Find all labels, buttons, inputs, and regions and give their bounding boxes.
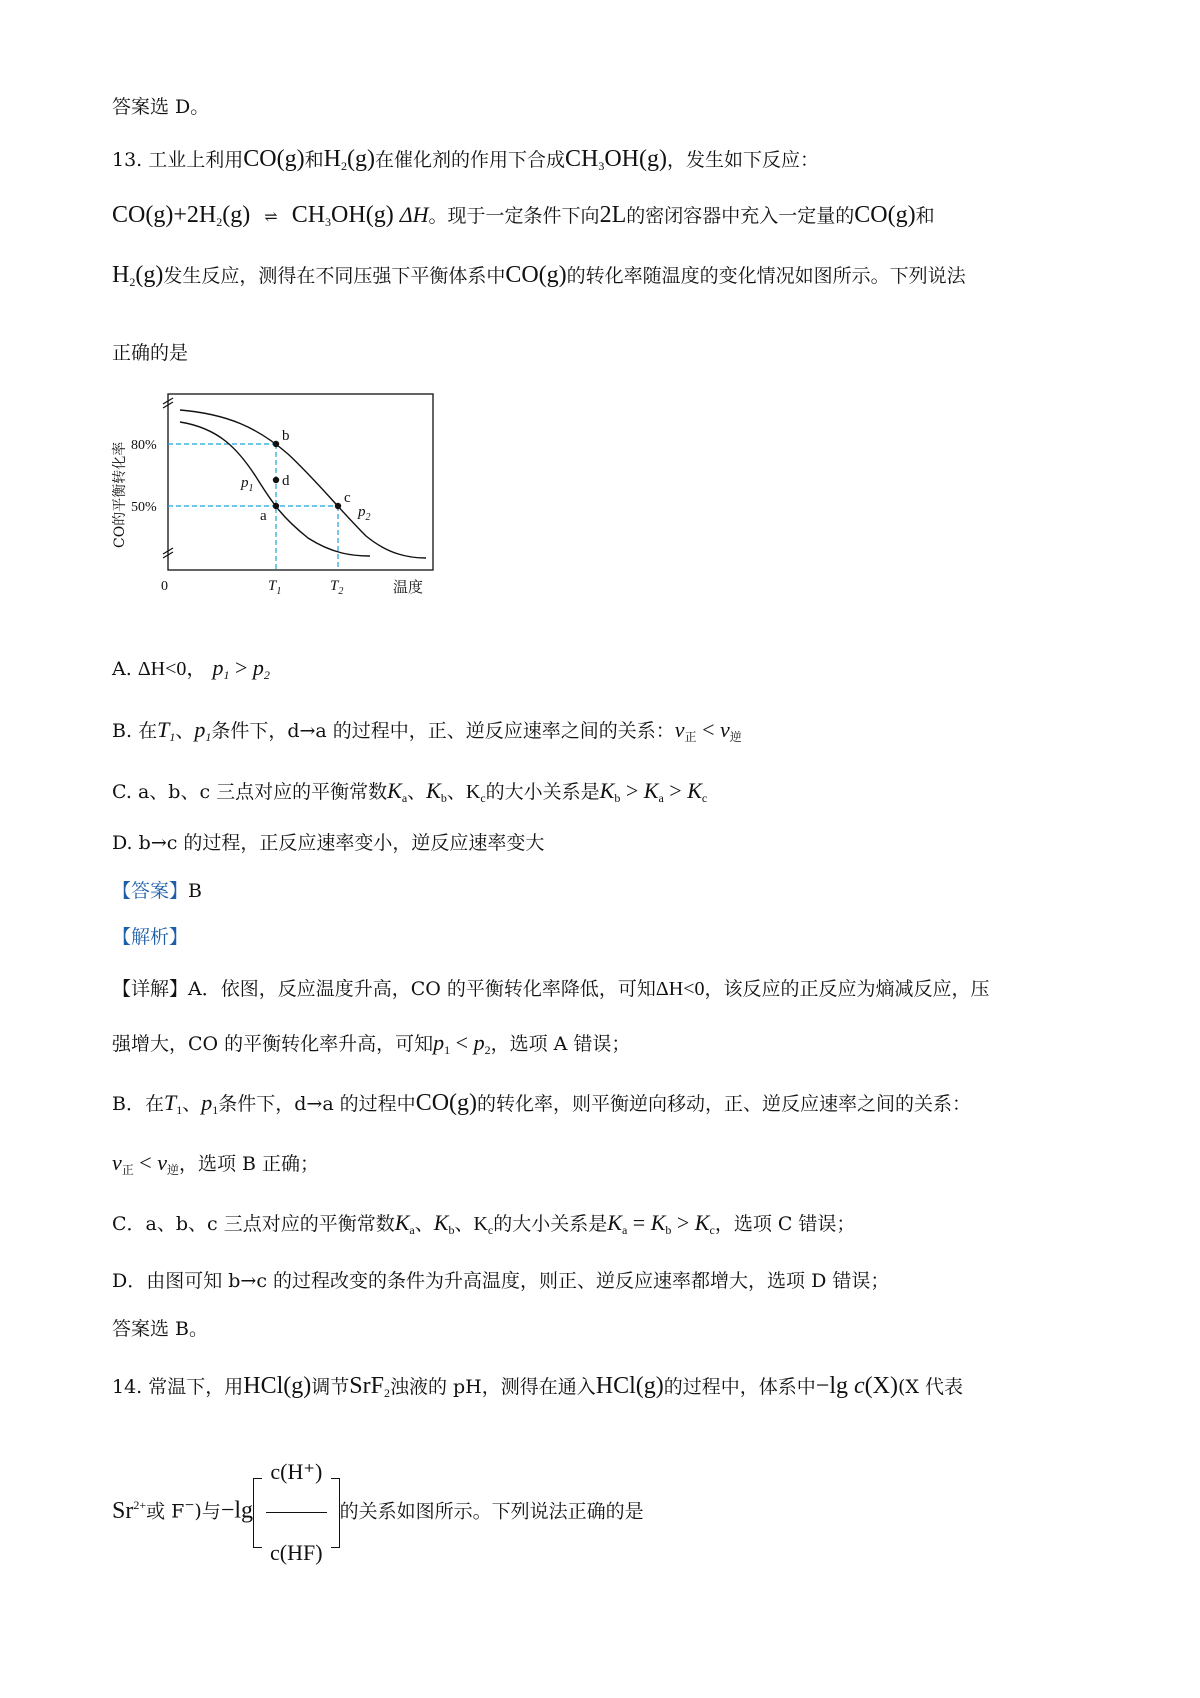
q14-number: 14. bbox=[112, 1376, 143, 1398]
detail-tag: 【详解】 bbox=[112, 978, 189, 1000]
option-b bbox=[112, 717, 742, 750]
detail-b-rate: $v_正 < v_逆$ bbox=[112, 1150, 179, 1177]
q14-formula-hcl: HCl(g) bbox=[595, 1373, 664, 1399]
q13-formula-ch3oh: $CH_3OH(g)$ bbox=[564, 146, 667, 173]
option-a-dh: ΔH<0， bbox=[137, 658, 207, 680]
option-a-label: A. bbox=[112, 658, 132, 680]
detail-b-t1: $T_1$ bbox=[163, 1090, 183, 1117]
detail-a-pressure: $p_1 < p_2$ bbox=[433, 1030, 491, 1057]
point-label-a: a bbox=[260, 508, 267, 524]
detail-text: 、 bbox=[182, 1093, 202, 1115]
equilibrium-arrow-icon: ⇌ bbox=[264, 207, 278, 226]
q13-text: 的转化率随温度的变化情况如图所示。下列说法 bbox=[566, 265, 966, 287]
detail-b-co: CO(g) bbox=[415, 1090, 478, 1116]
detail-d-line: D．由图可知 b→c 的过程改变的条件为升高温度，则正、逆反应速率都增大，选项 D 错误； bbox=[112, 1270, 890, 1292]
option-c-text: 、 bbox=[407, 781, 427, 803]
option-c-text: a、b、c 三点对应的平衡常数 bbox=[137, 781, 388, 803]
option-c-text: 、 bbox=[446, 781, 466, 803]
q14-text: 常温下，用 bbox=[148, 1376, 244, 1398]
y-tick-50: 50% bbox=[131, 500, 157, 515]
q14-text: 调节 bbox=[311, 1376, 350, 1398]
detail-text: ，该反应的正反应为熵减反应，压 bbox=[704, 978, 990, 1000]
q13-text: 和 bbox=[304, 149, 324, 171]
q14-stem-line-2 bbox=[112, 1432, 644, 1565]
point-label-b: b bbox=[282, 428, 290, 444]
detail-a-line-2 bbox=[112, 1030, 630, 1063]
option-c-text: 的大小关系是 bbox=[485, 781, 600, 803]
detail-text: ，选项 A 错误； bbox=[490, 1033, 631, 1055]
q14-text: (X 代表 bbox=[897, 1376, 963, 1398]
analysis-tag: 【解析】 bbox=[112, 926, 189, 948]
point-a bbox=[273, 503, 279, 509]
curve-p2 bbox=[180, 410, 426, 558]
answer-line bbox=[112, 878, 202, 904]
q13-formula-h2: $H_2(g)$ bbox=[323, 146, 375, 173]
detail-text: 、 bbox=[414, 1213, 434, 1235]
y-axis-label: CO的平衡转化率 bbox=[112, 441, 128, 548]
point-b bbox=[273, 441, 279, 447]
detail-b-p1: $p_1$ bbox=[201, 1090, 219, 1117]
detail-a-line-1 bbox=[112, 976, 990, 1002]
q13-text: 工业上利用 bbox=[148, 149, 244, 171]
q14-text: 的过程中，体系中 bbox=[663, 1376, 816, 1398]
analysis-tag-line bbox=[112, 924, 188, 950]
q14-formula-hcl: HCl(g) bbox=[243, 1373, 312, 1399]
q14-fraction bbox=[266, 1432, 327, 1593]
detail-c-relation: $K_a = K_b > K_c$ bbox=[607, 1210, 715, 1237]
detail-text: A．依图，反应温度升高，CO 的平衡转化率降低，可知 bbox=[188, 978, 656, 1000]
q14-f-charge: − bbox=[184, 1497, 195, 1512]
q13-formula-co: CO(g) bbox=[243, 146, 305, 172]
option-c-relation: $K_b > K_a > K_c$ bbox=[599, 778, 708, 805]
detail-text: ，选项 C 错误； bbox=[714, 1213, 856, 1235]
q14-text: 或 F bbox=[146, 1500, 185, 1523]
option-b-text: 条件下，d→a 的过程中，正、逆反应速率之间的关系： bbox=[211, 720, 675, 742]
q13-equation-right: $CH_3OH(g)$ bbox=[291, 202, 394, 229]
fraction-denominator: c(HF) bbox=[270, 1540, 323, 1565]
option-c-kb: $K_b$ bbox=[426, 778, 447, 805]
q13-stem-line-3 bbox=[112, 262, 966, 295]
q13-text: 和 bbox=[915, 205, 935, 227]
q13-stem-line-4: 正确的是 bbox=[112, 342, 189, 364]
option-d bbox=[112, 830, 544, 856]
q13-text: ，发生如下反应： bbox=[666, 149, 819, 171]
guide-lines bbox=[168, 444, 338, 570]
q13-stem-line-1 bbox=[112, 146, 819, 179]
q13-text: 发生反应，测得在不同压强下平衡体系中 bbox=[163, 265, 506, 287]
conversion-vs-temperature-chart bbox=[108, 388, 438, 618]
q14-text: 的关系如图所示。下列说法正确的是 bbox=[339, 1500, 644, 1523]
option-c-label: C. bbox=[112, 781, 132, 803]
q14-neglg: −lg bbox=[220, 1497, 254, 1524]
q14-ion-sr: $Sr^{2+}$ bbox=[112, 1497, 147, 1524]
point-label-d: d bbox=[282, 473, 290, 489]
option-d-label: D. bbox=[112, 832, 133, 854]
option-b-p1: $p_1$ bbox=[194, 717, 212, 744]
detail-c-kb: $K_b$ bbox=[433, 1210, 455, 1237]
detail-c-ka: $K_a$ bbox=[394, 1210, 415, 1237]
plot-frame bbox=[168, 394, 433, 570]
y-tick-80: 80% bbox=[131, 438, 157, 453]
x-tick-t1: $T_1$ bbox=[268, 578, 282, 597]
origin-label: 0 bbox=[161, 579, 168, 594]
option-b-label: B. bbox=[112, 720, 133, 742]
q13-equation-left: $CO(g)+2H_2(g)$ bbox=[112, 202, 251, 229]
option-b-text: 、 bbox=[175, 720, 195, 742]
q14-text: 浊液的 pH，测得在通入 bbox=[389, 1376, 596, 1398]
q14-text: )与 bbox=[194, 1500, 221, 1523]
previous-answer-line: 答案选 D。 bbox=[112, 96, 210, 118]
option-a-pressure: $p_1 > p_2$ bbox=[212, 655, 270, 682]
option-b-text: 在 bbox=[138, 720, 158, 742]
curve-label-p1: $p_1$ bbox=[241, 475, 254, 494]
option-c-ka: $K_a$ bbox=[387, 778, 408, 805]
q13-formula-h2: $H_2(g)$ bbox=[112, 262, 164, 289]
detail-text: 强增大，CO 的平衡转化率升高，可知 bbox=[112, 1033, 434, 1055]
detail-text: C．a、b、c 三点对应的平衡常数 bbox=[112, 1213, 395, 1235]
q14-stem-line-1 bbox=[112, 1373, 963, 1406]
detail-a-dh: ΔH<0 bbox=[655, 978, 705, 1000]
detail-text: 、 bbox=[454, 1213, 474, 1235]
x-axis-label: 温度 bbox=[393, 578, 424, 596]
q13-formula-co: CO(g) bbox=[505, 262, 567, 288]
q14-formula-srf2: SrF$_2$ bbox=[349, 1373, 390, 1400]
detail-text: B．在 bbox=[112, 1093, 164, 1115]
option-a bbox=[112, 655, 270, 688]
detail-text: 条件下，d→a 的过程中 bbox=[218, 1093, 416, 1115]
x-tick-t2: $T_2$ bbox=[330, 578, 344, 597]
right-bracket bbox=[331, 1478, 340, 1548]
q13-number: 13. bbox=[112, 149, 143, 171]
option-c-kc: $K_c$ bbox=[465, 781, 486, 805]
detail-text: 的转化率，则平衡逆向移动，正、逆反应速率之间的关系： bbox=[477, 1093, 972, 1115]
left-bracket bbox=[253, 1478, 262, 1548]
option-c bbox=[112, 778, 707, 811]
curve-label-p2: $p_2$ bbox=[358, 504, 371, 523]
q13-equation-line bbox=[112, 202, 935, 235]
detail-c-line bbox=[112, 1210, 855, 1243]
fraction-numerator: c(H⁺) bbox=[266, 1432, 327, 1513]
q13-volume: 2L bbox=[599, 202, 627, 228]
detail-text: ，选项 B 正确； bbox=[178, 1153, 320, 1175]
point-d bbox=[273, 477, 279, 483]
option-b-t1: $T_1$ bbox=[157, 717, 176, 744]
q13-text: 的密闭容器中充入一定量的 bbox=[626, 205, 855, 227]
answer-value: B bbox=[188, 880, 202, 902]
q13-delta-h: ΔH bbox=[399, 202, 429, 227]
detail-b-line-1 bbox=[112, 1090, 971, 1123]
point-c bbox=[335, 503, 341, 509]
detail-text: 的大小关系是 bbox=[493, 1213, 608, 1235]
point-label-c: c bbox=[344, 490, 351, 506]
q13-text: 在催化剂的作用下合成 bbox=[374, 149, 565, 171]
q13-text: 。现于一定条件下向 bbox=[428, 205, 600, 227]
answer-tag: 【答案】 bbox=[112, 880, 189, 902]
q14-lgcx: −lg c(X) bbox=[815, 1373, 898, 1399]
option-d-text: b→c 的过程，正反应速率变小，逆反应速率变大 bbox=[138, 832, 545, 854]
q13-formula-co: CO(g) bbox=[854, 202, 916, 228]
conclusion-line: 答案选 B。 bbox=[112, 1318, 209, 1340]
detail-b-line-2 bbox=[112, 1150, 319, 1183]
option-b-rate: $v_正 < v_逆$ bbox=[674, 717, 742, 744]
detail-c-kc: $K_c$ bbox=[473, 1213, 494, 1237]
